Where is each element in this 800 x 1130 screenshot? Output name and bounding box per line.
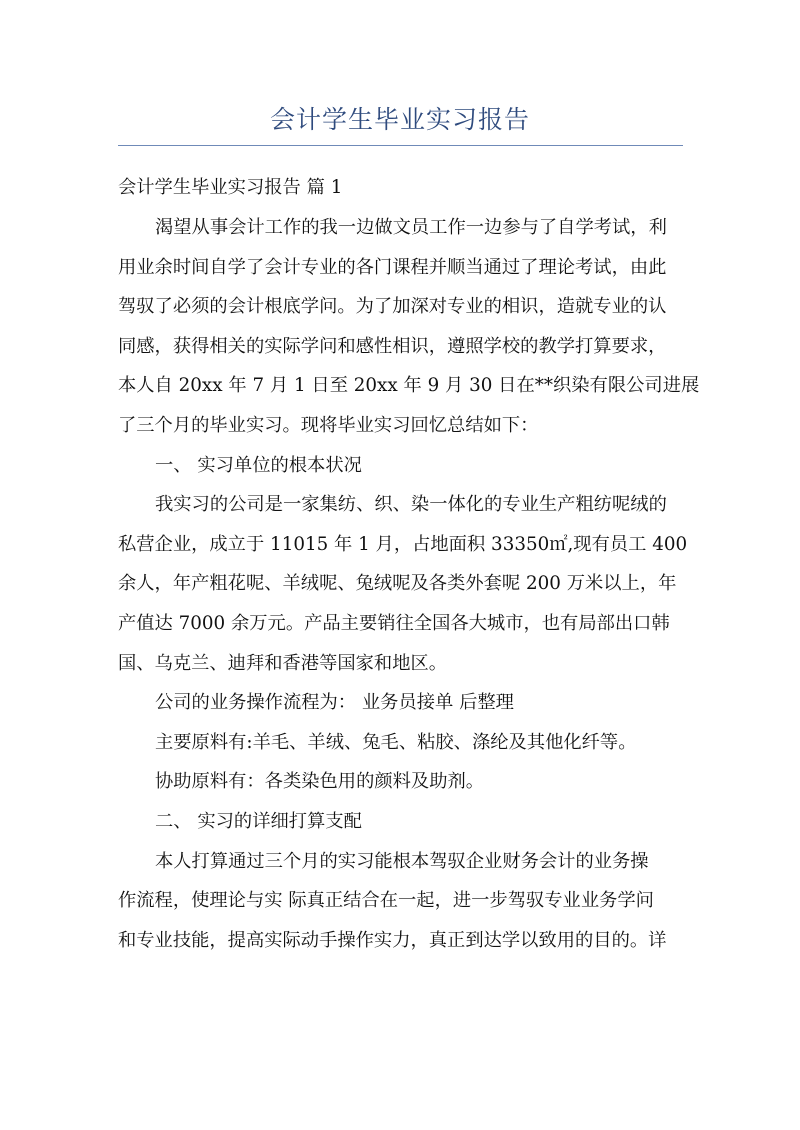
document-title: 会计学生毕业实习报告 (269, 105, 530, 134)
text-line: 本人打算通过三个月的实习能根本驾驭企业财务会计的业务操 (155, 850, 649, 872)
text-line: 驾驭了必须的会计根底学问。为了加深对专业的相识，造就专业的认 (118, 296, 667, 318)
section-subtitle: 会计学生毕业实习报告 篇 1 (118, 177, 343, 198)
text-line: 余人，年产粗花呢、羊绒呢、兔绒呢及各类外套呢 200 万米以上，年 (118, 573, 677, 595)
text-line: 主要原料有:羊毛、羊绒、兔毛、粘胶、涤纶及其他化纤等。 (155, 731, 637, 753)
text-line: 了三个月的毕业实习。现将毕业实习回忆总结如下： (118, 414, 539, 436)
text-line: 本人自 20xx 年 7 月 1 日至 20xx 年 9 月 30 日在**织染有限公司进展 (118, 375, 700, 397)
text-line: 私营企业，成立于 11015 年 1 月，占地面积 33350㎡,现有员工 400 (118, 533, 688, 555)
text-line: 我实习的公司是一家集纺、织、染一体化的专业生产粗纺呢绒的 (155, 494, 667, 516)
text-line: 一、 实习单位的根本状况 (155, 454, 362, 476)
text-line: 作流程，使理论与实 际真正结合在一起，进一步驾驭专业业务学问 (118, 890, 654, 912)
text-line: 公司的业务操作流程为： 业务员接单 后整理 (155, 692, 514, 714)
text-line: 和专业技能，提高实际动手操作实力，真正到达学以致用的目的。详 (118, 929, 667, 951)
text-line: 国、乌克兰、迪拜和香港等国家和地区。 (118, 652, 448, 674)
text-line: 同感，获得相关的实际学问和感性相识，遵照学校的教学打算要求， (118, 335, 667, 357)
text-line: 协助原料有：各类染色用的颜料及助剂。 (155, 771, 485, 793)
document-body (118, 208, 700, 960)
text-line: 用业余时间自学了会计专业的各门课程并顺当通过了理论考试，由此 (118, 256, 667, 278)
text-line: 渴望从事会计工作的我一边做文员工作一边参与了自学考试，利 (155, 217, 667, 238)
text-line: 产值达 7000 余万元。产品主要销往全国各大城市，也有局部出口韩 (118, 612, 670, 634)
title-divider (118, 145, 683, 146)
text-line: 二、 实习的详细打算支配 (155, 810, 362, 832)
